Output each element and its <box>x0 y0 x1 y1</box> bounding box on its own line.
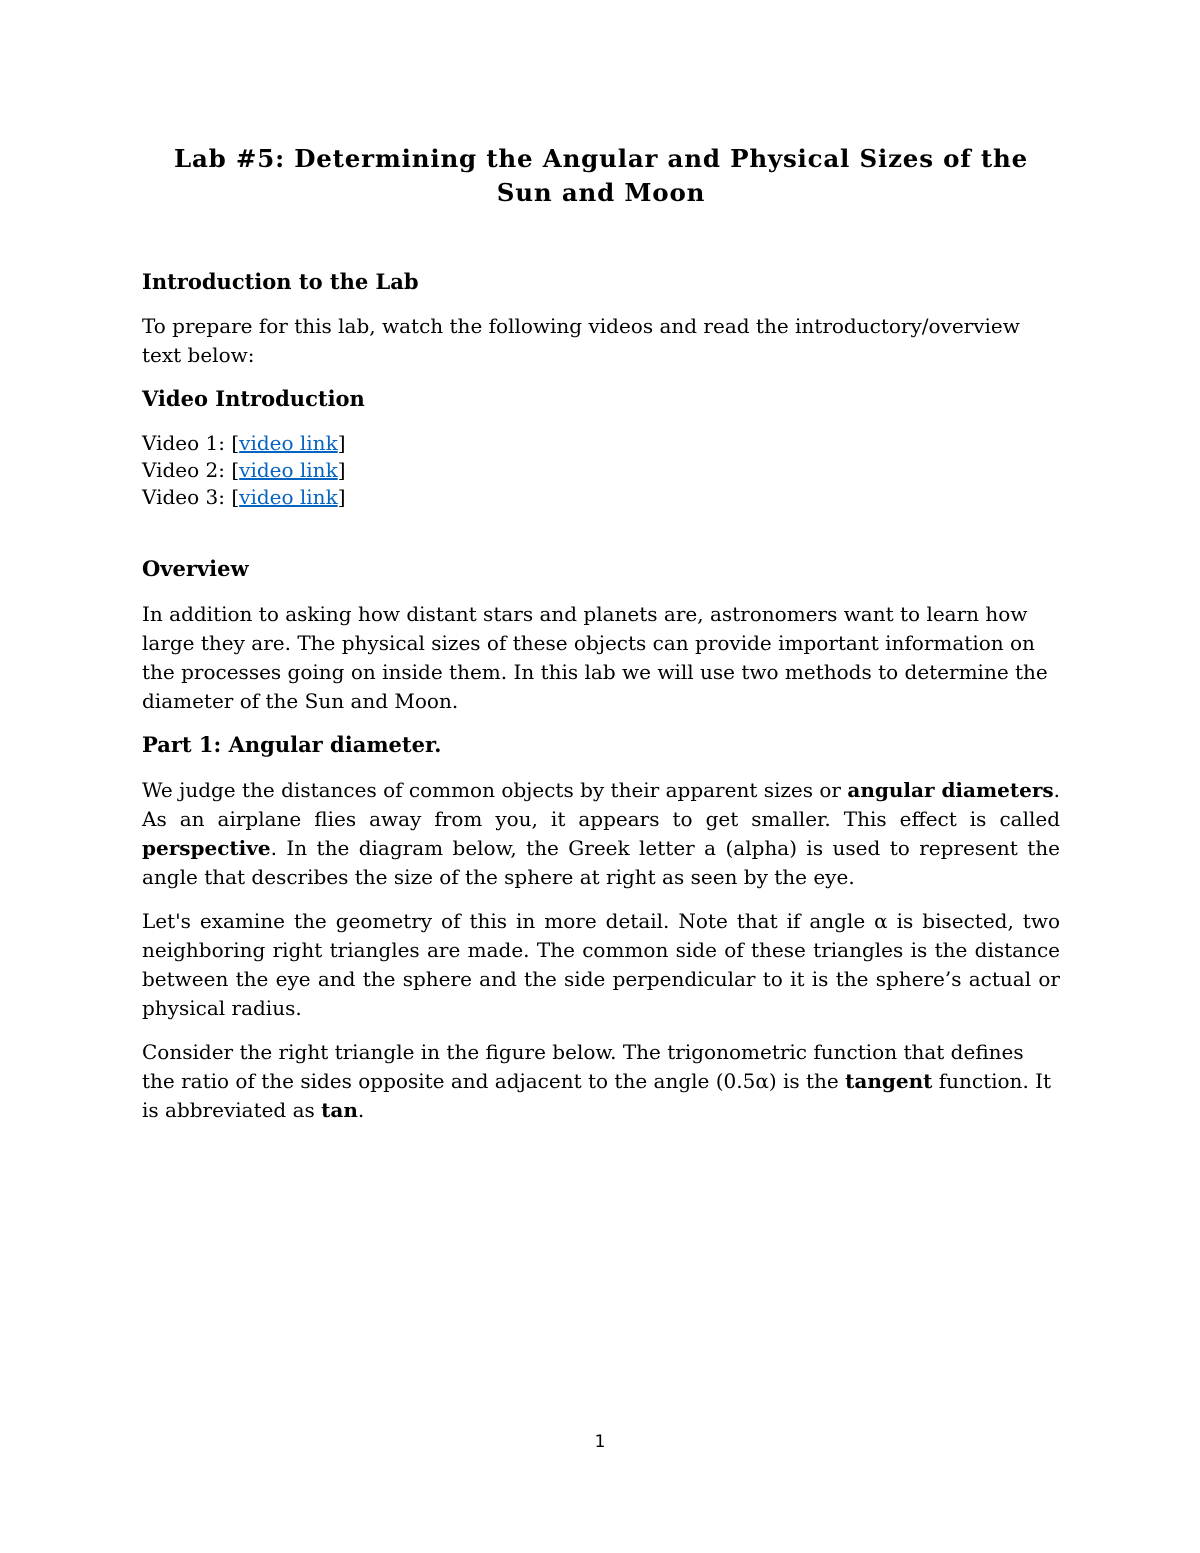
text-run: . In the diagram below, the Greek letter a (alpha) is used to represent the angle that describes the size of the sphere at right as seen by the eye. <box>142 835 1060 889</box>
document-title: Lab #5: Determining the Angular and Physical Sizes of the Sun and Moon <box>173 144 1029 207</box>
intro-text: To prepare for this lab, watch the following videos and read the introductory/overview text below: <box>142 314 1020 367</box>
term-angular-diameters: angular diameters <box>847 778 1054 802</box>
video-link[interactable]: video link <box>239 485 338 509</box>
video-item <box>142 457 346 484</box>
term-perspective: perspective <box>142 835 271 860</box>
part1-paragraph-3 <box>142 1038 1060 1125</box>
video-item <box>142 430 346 457</box>
intro-heading: Introduction to the Lab <box>142 269 419 294</box>
video-link[interactable]: video link <box>239 431 338 455</box>
overview-heading: Overview <box>142 556 249 581</box>
video-label: Video 1: [ <box>142 431 240 455</box>
term-tan: tan <box>321 1097 358 1122</box>
text-run: . As an airplane flies away from you, it appears to get smaller. This effect is called <box>142 778 1060 831</box>
part1-heading: Part 1: Angular diameter. <box>142 732 442 757</box>
video-link[interactable]: video link <box>239 458 338 482</box>
video-list <box>142 430 346 511</box>
video-item <box>142 484 346 511</box>
video-intro-heading: Video Introduction <box>142 386 365 411</box>
video-suffix: ] <box>337 431 346 455</box>
text-run: We judge the distances of common objects by their apparent sizes or <box>142 778 848 802</box>
part1-paragraph-1 <box>142 776 1060 892</box>
video-suffix: ] <box>337 485 346 509</box>
page-number: 1 <box>594 1432 606 1452</box>
video-suffix: ] <box>337 458 346 482</box>
text-run: Consider the right triangle in the figure below. The trigonometric function that defines the ratio of the sides opposite and adjacent to the angle (0.5α) is the <box>142 1040 1024 1093</box>
term-tangent: tangent <box>845 1068 933 1093</box>
video-label: Video 2: [ <box>142 458 240 482</box>
text-run: function. It is abbreviated as <box>142 1068 1052 1122</box>
video-label: Video 3: [ <box>142 485 240 509</box>
part1-paragraph-2: Let's examine the geometry of this in more detail. Note that if angle α is bisected, two neighboring right triangles are made. The common side of these triangles is the distance between the eye and the sphere and the side perpendicular to it is the sphere’s actual or physical radius. <box>142 909 1060 1020</box>
overview-text: In addition to asking how distant stars and planets are, astronomers want to learn how large they are. The physical sizes of these objects can provide important information on the processes going on inside them. In this lab we will use two methods to determine the diameter of the Sun and Moon. <box>142 602 1048 713</box>
text-run: . <box>357 1097 365 1122</box>
